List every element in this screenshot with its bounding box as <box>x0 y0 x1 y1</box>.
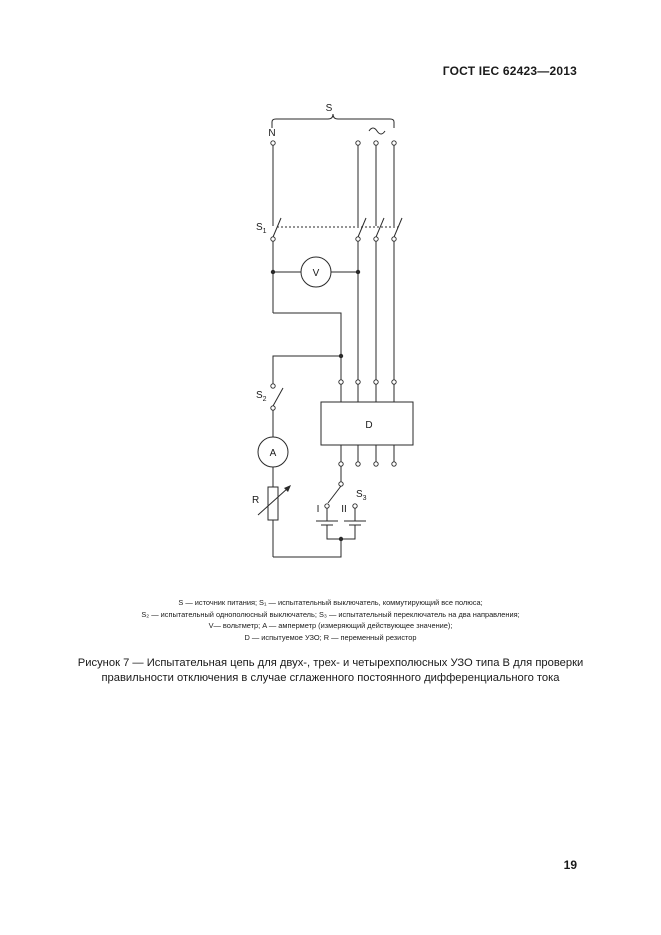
ac-symbol <box>369 128 385 134</box>
s2-label: $S_2$ <box>256 390 267 403</box>
page-number: 19 <box>563 858 577 872</box>
variable-resistor <box>268 487 278 520</box>
standard-header: ГОСТ IEC 62423—2013 <box>442 64 577 78</box>
s1-label: $S_1$ <box>256 222 267 235</box>
terminal-l3-top <box>392 141 396 145</box>
device-label: D <box>365 420 373 431</box>
source-label: S <box>325 103 333 114</box>
caption-line: правильности отключения в случае сглаженного постоянного дифференциального тока <box>101 672 560 684</box>
figure-legend <box>0 597 661 643</box>
caption-line: Рисунок 7 — Испытательная цепь для двух-, трех- и четырехполюсных УЗО типа В для проверки <box>77 657 584 669</box>
pos1-label: I <box>316 504 320 515</box>
voltmeter-label: V <box>312 268 320 279</box>
terminal-l1-top <box>356 141 360 145</box>
legend-line: V— вольтметр; A — амперметр (измеряющий действующее значение); <box>208 621 453 631</box>
source-brace <box>272 114 394 128</box>
terminal-n-top <box>271 141 275 145</box>
legend-line: S₂ — испытательный однополюсный выключатель; S₃ — испытательный переключатель на два направления; <box>141 609 520 619</box>
neutral-label: N <box>268 128 276 139</box>
resistor-label: R <box>252 495 260 506</box>
figure-caption <box>0 656 661 686</box>
pos2-label: II <box>341 504 347 515</box>
legend-line: D — испытуемое УЗО; R — переменный резистор <box>244 632 417 642</box>
s3-label: $S_3$ <box>356 489 367 502</box>
legend-line: S — источник питания; S₁ — испытательный выключатель, коммутирующий все полюса; <box>178 598 483 607</box>
terminal-l2-top <box>374 141 378 145</box>
switch-s1 <box>271 218 402 241</box>
ammeter-label: A <box>269 448 277 459</box>
